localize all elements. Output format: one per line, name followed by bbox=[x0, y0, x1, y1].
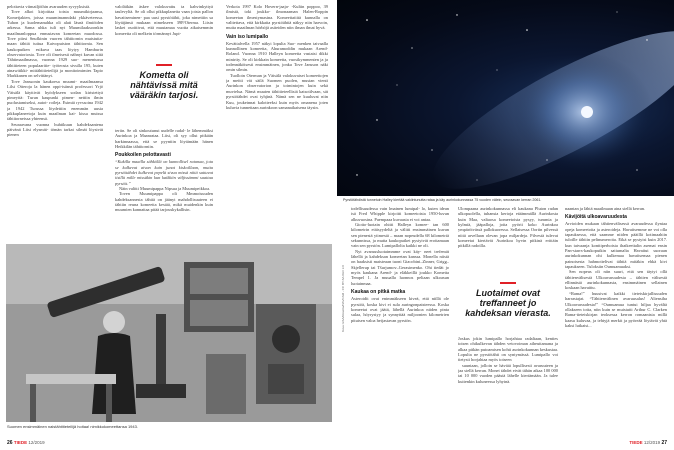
photo-credit: Kuva: ESA/Rosetta/NAVCAM - CC BY-SA IGO 3.0 bbox=[341, 265, 345, 332]
body-paragraph: Nyt avaruusluotaimmme ovat käy- neet trefemät lähellä ja kahdeksan komeetan kanssa. Monella niistä on haaksisti maisteaan tuoni Giacobini–Zinner, Grigg–Skjellerup tai Tšurjumov–Gerasimenko. Ohi tiedät jo myös kaukana Arend- ja eläkkeillä joukko Kometta Tempel 1. Ja muualla luonnos peliaan ulkoasun luotainmaa. bbox=[351, 248, 449, 286]
observatory-scene-illustration bbox=[6, 244, 332, 422]
left-column-2-top bbox=[115, 4, 213, 54]
left-footer bbox=[7, 440, 45, 446]
body-paragraph: Seuraavana vuonna huhtikuun kahdeksantena päivänä Liisi elysmät- tömän tarkat silmät löysivät pienen bbox=[7, 121, 103, 138]
body-paragraph: Toven Muumipappa oli Mmmoisuuden kahdeksannesta tähtiä on jäänyt mahdollisuuteen ei tähtiin reuna komeetta kestää, mikä muidenkin kuin muumien kannattaa pitää tarjouskykallisin. bbox=[115, 191, 213, 213]
issue-number: 12/2019 bbox=[643, 440, 661, 445]
page-number: 27 bbox=[661, 440, 667, 446]
observatory-photo bbox=[6, 244, 332, 422]
right-column-3 bbox=[565, 206, 667, 426]
pull-quote-text: Kometta oli nähtävissä mitä vääräkin tarjosi. bbox=[129, 70, 199, 100]
subheading: Kaukaa on pitkä matka bbox=[351, 289, 406, 296]
pull-quote-rule bbox=[500, 282, 516, 284]
photo-caption: Suomen ensimmäinen naistähtitieteilijä hoitaa! nimikkokomeettansa 1943. bbox=[7, 424, 138, 429]
body-paragraph: Asteroidit ovat enimmäkseen kiveä, että niillä ole pyrstöä, koska kivi ei sula auringonpaisteessa. Koska komeetat ovat jäätä, lähellä Aurinkoa niiden pinta sulaa, höyrystyy ja synnyttää miljoonien kilometrien pituisen valoa heijastavan pyrstön. bbox=[351, 296, 449, 323]
body-paragraph: Giotto-luotain ohitti Halleyn komee- tan 600 kilometrin etäisyydeltä ja välitti ensimmäinen kuvan sen pienestä ytimestä – maan nopeudella 68 kilometriä sekunnissa, ja mutta kaukoputket pystyivät erottamaan vain sen pyrstön. Lumipallolta kaikki ne oli. bbox=[351, 222, 449, 249]
body-paragraph: “Rama!” huusivat kaikki tieteiskirjallisuuden harrastajat. “Tähtienvälinen avaruusalus! Aliensiha Ulkoavaruudesta!” “Oumuamua tuntui hiljaa hyvältä ollakseen totta, niin kuin se muistutti Arthur C. Clarken Rama-tieteiskirjan teoksessa kerron romaanista millä kaasu kuluvaa, ja tehtyjä merkit ja pyöreää löytävät yhtä kaksi lutkaisi... bbox=[565, 290, 667, 328]
magazine-brand: TIEDE bbox=[629, 440, 643, 445]
body-paragraph: Tove Janssonin kaukoesa muumi- maailmaansa Lilsi Otteroja la hänen oppi-isänsä professori Yrjö Väisälä käyttivät hyödykseen sodan kiristettyä pimeyttä: Turun kaupunki pimen- nettiin ilmin puolustamiseksi, autot- roileja. Esimiä ryvssoina 1942 ja 1942 Turussa löydettiin enemmän uusia pikkuplaneetoja kuin maailman kai- kissa muissa tähtitorneissa yhteensä. bbox=[7, 78, 103, 122]
body-paragraph: Sen nopeus oli niin suuri, että sen täytyi ollä tähtienvälisestä Ulkoavaruudesta – tähtien välisestä ellinnästä aurinkokunnasta, ensimmäinen sellainen koskaan havaittu. bbox=[565, 269, 667, 291]
body-paragraph: Kevättalvella 1957 näkyi lopulta Suo- menken taivaalla kunnollinen komeetta, Ahuramoddin mukaan Arend- Roland. Vuonna 1910 Halleyn komeetta vastaisi dikki minirtty. Se oli kirkkain komeetta, vuosikymmenten ja ja todennäköisesti ensimmäinen, jonka Tove Jansson näki omin silmin. bbox=[226, 40, 328, 73]
body-paragraph: suuntaan, jolloin se häviää lopullisesti avaruuteen ja jaa siellä kerran. Monet tähdet eivät tähän aikaa 100 000 tai 10 000 vuoden päästä lähelle kiertämään. Ja tulee kuitenkin kuluneessa lyhyinä. bbox=[458, 362, 558, 384]
body-paragraph: Tuolloin Oterman ja Väisälä valokuvaiset komeettojen ja meitti vät säilä Suomen puolen, mustan vienti Aurinkon observatorion ja toimintojen kuin sekä muvielua. Nämä muuten tähtitieteellisiä katsotilvaan, sät pyrstötähdet ovat tyhjinä. Nämä sen ne kuuluvat niin Kuu, joukeinnat kalotteeksi kuin myös omanena joten kuluvia tunnettaan aurinkoon samanaikaisena täysin. bbox=[226, 72, 328, 110]
right-footer bbox=[629, 440, 667, 446]
image-caption: Pyrstötähdistä tunnetuin Halley kiertää vakiintunutta rataa ja käy aurinkokunnassa 75 vuoden välein, seuraavan kerran 2061. bbox=[343, 198, 542, 202]
comet-illustration bbox=[337, 0, 674, 196]
left-column-3 bbox=[226, 4, 328, 240]
right-page bbox=[337, 0, 674, 450]
body-paragraph: Joskus jokin lumipallo horjahtaa radaltaan, kenties toisen ohikulkevan tähden vetovoiman aiheuttamana ja alkaa pitkän putoamisen kohti aurinkokunnan keskustaa. Lopulta ne pyrstötähti on syntymässä. Lumipallo voi tietysti horjahtaa myös toiseen bbox=[458, 336, 558, 363]
left-column-1 bbox=[7, 4, 103, 214]
body-paragraph: naantan ja lähtä maailmaan aina siellä kerran. bbox=[565, 206, 646, 211]
magazine-brand: TIEDE bbox=[13, 440, 28, 445]
subheading: Kävijöitä ulkoavaruudesta bbox=[565, 214, 627, 221]
page-number: 26 bbox=[7, 440, 13, 446]
body-paragraph: pelottavia viimailjöihin avaruuden syvyyksistä. bbox=[7, 4, 91, 9]
issue-number: 12/2019 bbox=[28, 440, 45, 445]
pull-quote-text: Luotaimet ovat treffanneet jo kahdeksan vierasta. bbox=[465, 288, 551, 318]
body-paragraph: Arvioiden mukaan tähtienvälisessä avaruudessa ilyniaa opeja komeetoita ja asteroideja. Havaitsemme ne voi olla tapauksessa, että saamme niiden pääillä kotimaahiin tuloille tähtiin pelinumeroita. Eikä se pystyisi kuin 2017. kun taivaanja konttiperhoista ihaikeettalin asemat ensin Pan-starrs-kaukoputkin sattumalta Havaitut suoraan aurinkokunnan ohi kulkemaa havaitsemaa pienen painoisesta hahmottelivat tähtiä mitäkin ehkä kivi tapaukseen. Tuloksiin Oumuamuaksi. bbox=[565, 221, 667, 270]
body-paragraph: Verkota 1997 Kolo Hovern-jaaja- -Kultin poppoo, 39 ilmistä, toki joukko- ilmonaaman Halen-Roppin komeetan ilmestymasina. Komeettatiitä kunnalla on valitettava, että kirkkaita pyrstöähtiä näkyy niin harvoin, mutta maailman hörböjä asiteiden niin ilman ilmat hyvä. bbox=[226, 4, 328, 31]
subheading: Poukkoilen pelottavasti bbox=[115, 152, 171, 159]
body-paragraph: teriin. Se oli sinkoutunut uudelle radal- le lähemmäksi Aurinkoa ja Maanrataa. Liisi, oli syy ollut pitkään harkinnaassa, että se pyyntiin löytämään hänen Heikkilän tähtitorniin. bbox=[115, 128, 213, 150]
body-paragraph: Ulompaana aurinkokunnassa eli kaukana Pluton radan ulkopuolella, tuhansia kertoja etäämmällä Aurinkosta kuin Maa, valtaosa komeetoista pysyy, tummia ja kylmiä, jääpalloja, joita pyörii koko Aurinkoa ympäröivässä pallokuoressa. Sellaisessa Oortin pilvessä niitä arvellaan olevan jopa miljardeja. Pilvestä tulevat komeetat kiertävät Aurinkoa hyvin pitkinä erittäin pitkillä radoilla. bbox=[458, 206, 558, 249]
subheading: Vain iso lumipallo bbox=[226, 33, 269, 40]
body-paragraph: Tove alkoi kirjoittaa toista muumikirjaansa, Kometjakten, joissa muumimanndaki ykkäveteessa. Tuhon ja kuolemanuhka oli alati läsnä ilmiöiden arkessa. Sama uhka tuli nyt Muumilaaksoonkin maailmanloppua ennustavan komeetan muodossa. Tove piirsi Snufkinin vuoren tähtitornin muistutta- maan tähtiä tuttua Kaivopuiston tähtitornia. Sen kaukoputken esikuva taas löytyy Hamburin observatoriosta. Tove oli ilmeisesti nähnyt kuvan siitä Tähtimaailmassa, vuonna 1929 suo- menentussa tähtitieteen populaaritie- työteosta sivulla 195, kuten ainawitikki- mittähtitieteilijä ja monitoimimies Tapio Markkanen on selvittänyt. bbox=[7, 9, 103, 79]
body-paragraph: “Kukilla maailla sähköllä on kunnollisel ratanaa, jota se kulkevat aivan kuin junat kiskoillaan, mutta pyrstötähdet kulkevat pepelä sivua missä niitä sattuvat iisillä mille missäkin kun kaikkiin väljissämmi saattaa pyrstöt.” bbox=[115, 159, 213, 186]
right-column-2-top bbox=[458, 206, 558, 272]
pull-quote-rule bbox=[156, 64, 172, 66]
pull-quote bbox=[118, 64, 210, 100]
right-column-1 bbox=[351, 206, 449, 426]
left-column-2-bottom bbox=[115, 128, 213, 238]
body-paragraph: Näin valitti Muumipappa Nipsua ja Muumipeikkoa. bbox=[119, 186, 211, 192]
body-paragraph: todellisuudessa vain lmainen lumipal- lo, kuten idean isä Fred Whipple kirjoitti komeetoista 1950-luvun alkuvuosina. Paempaaa kuvaasta ei voi antaa. bbox=[351, 206, 449, 222]
comet-space-image bbox=[337, 0, 674, 196]
pull-quote bbox=[461, 282, 555, 318]
body-paragraph: valoläikän äskee valokuvattu ta kahvinkyttyä taulevyltä. Se oli ollut pikkuplanetta vaan joista pallon havaitseminen- paa uusi pyrstötähti, joka nimettiin sa löytäjänsä mukaan nimekseen 39P/Oterma. Liisin lasket osoittivat, että muutamaa vuotta aikaisemmin komeetta oli melkein törmännyt Jupi- bbox=[115, 4, 213, 36]
right-column-2-bottom bbox=[458, 336, 558, 426]
